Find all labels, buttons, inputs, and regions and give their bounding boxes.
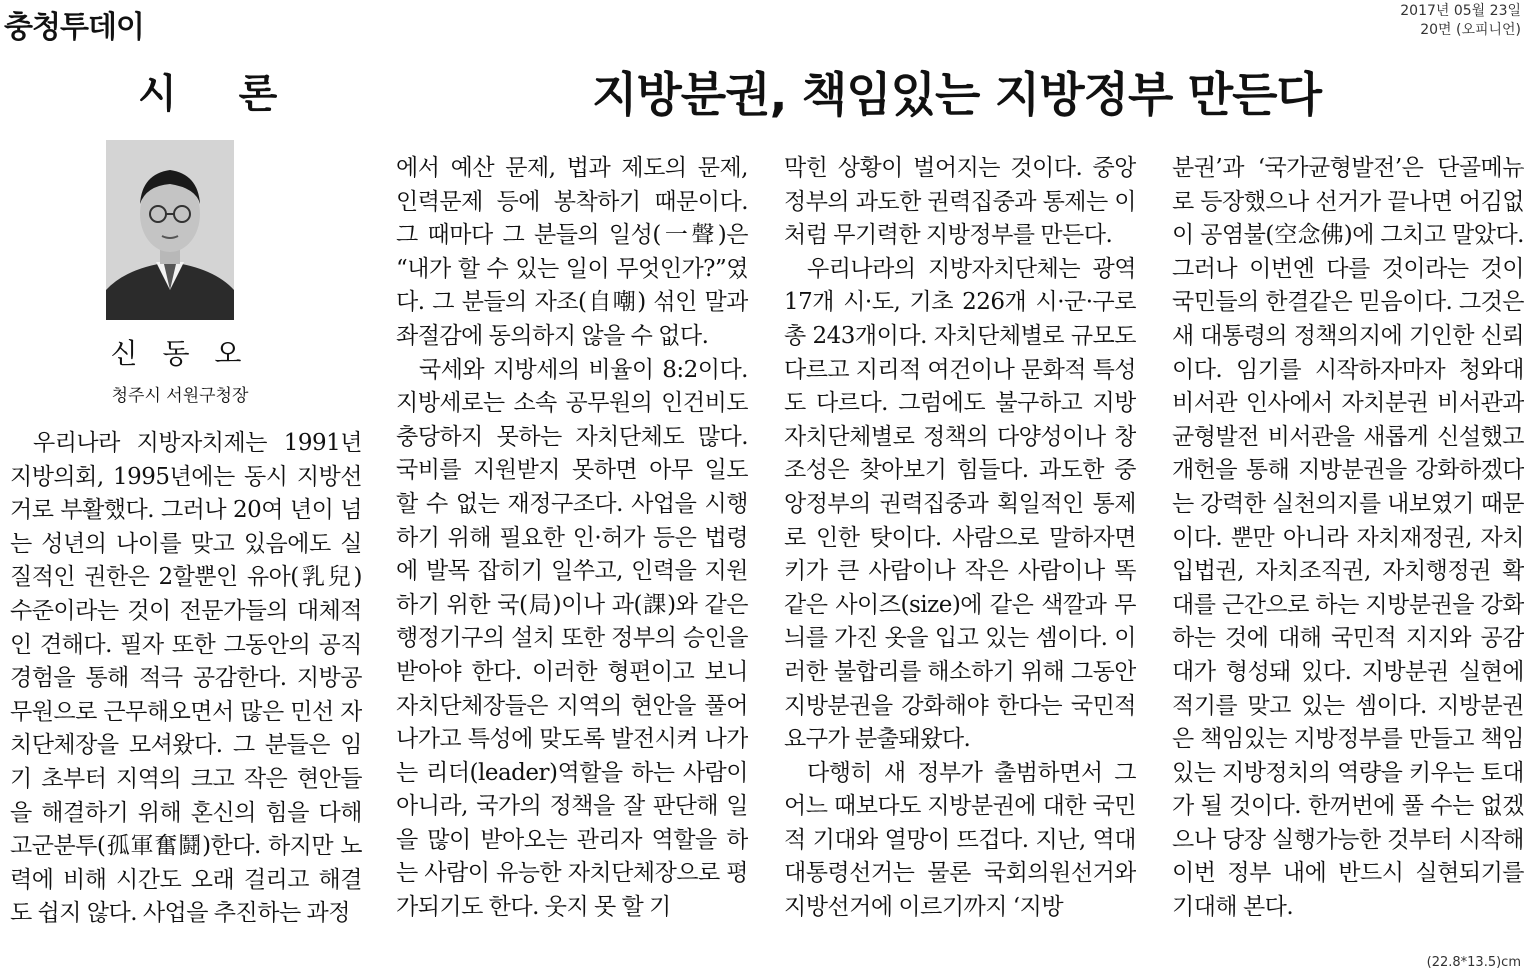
article-column-2 [396, 152, 748, 947]
article-column-4 [1172, 152, 1524, 947]
article-paragraph: 우리나라의 지방자치단체는 광역 17개 시·도, 기초 226개 시·군·구로 총 243개이다. 자치단체별로 규모도 다르고 지리적 여건이나 문화적 특성도 다르다. 그럼에도 불구하고 지방자치단체별로 정책의 다양성이나 창조성은 찾아보기 힘들다. 과도한 중앙정부의 권력집중과 획일적인 통제로 인한 탓이다. 사람으로 말하자면 키가 큰 사람이나 작은 사람이나 똑 같은 사이즈(size)에 같은 색깔과 무늬를 가진 옷을 입고 있는 셈이다. 이러한 불합리를 해소하기 위해 그동안 지방분권을 강화해야 한다는 국민적 요구가 분출돼왔다. [784, 255, 1136, 753]
article-paragraph: 국세와 지방세의 비율이 8:2이다. 지방세로는 소속 공무원의 인건비도 충당하지 못하는 자치단체도 많다. 국비를 지원받지 못하면 아무 일도 할 수 없는 재정구조다. 사업을 시행하기 위해 필요한 인·허가 등은 법령에 발목 잡히기 일쑤고, 인력을 지원하기 위한 국(局)이나 과(課)와 같은 행정기구의 설치 또한 정부의 승인을 받아야 한다. 이러한 형편이고 보니 자치단체장들은 지역의 현안을 풀어나가고 특성에 맞도록 발전시켜 나가는 리더(leader)역할을 하는 사람이 아니라, 국가의 정책을 잘 판단해 일을 많이 받아오는 관리자 역할을 하는 사람이 유능한 자치단체장으로 평가되기도 한다. 웃지 못 할 기 [396, 356, 748, 921]
article-size-note: (22.8*13.5)cm [1426, 955, 1521, 970]
article-paragraph: 막힌 상황이 벌어지는 것이다. 중앙정부의 과도한 권력집중과 통제는 이처럼 무기력한 지방정부를 만든다. [784, 155, 1136, 249]
article-paragraph: 에서 예산 문제, 법과 제도의 문제, 인력문제 등에 봉착하기 때문이다. 그 때마다 그 분들의 일성(一聲)은 “내가 할 수 있는 일이 무엇인가?”였다. 그 분들의 자조(自嘲) 섞인 말과 좌절감에 동의하지 않을 수 없다. [396, 155, 748, 349]
article-column-3 [784, 152, 1136, 947]
newspaper-logo: 충청투데이 [4, 10, 144, 45]
article-column-1 [10, 427, 362, 947]
author-photo [106, 140, 234, 320]
author-name: 신 동 오 [110, 337, 250, 370]
author-portrait-icon [106, 140, 234, 320]
publish-date: 2017년 05월 23일 [1400, 3, 1521, 19]
article-paragraph: 분권’과 ‘국가균형발전’은 단골메뉴로 등장했으나 선거가 끝나면 어김없이 공염불(空念佛)에 그치고 말았다. 그러나 이번엔 다를 것이라는 것이 국민들의 한결같은 믿음이다. 그것은 새 대통령의 정책의지에 기인한 신뢰이다. 임기를 시작하자마자 청와대 비서관 인사에서 자치분권 비서관과 균형발전 비서관을 새롭게 신설했고 개헌을 통해 지방분권을 강화하겠다는 강력한 실천의지를 내보였기 때문이다. 뿐만 아니라 자치재정권, 자치입법권, 자치조직권, 자치행정권 확대를 근간으로 하는 지방분권을 강화하는 것에 대해 국민적 지지와 공감대가 형성돼 있다. 지방분권 실현에 적기를 맞고 있는 셈이다. 지방분권은 책임있는 지방정부를 만들고 책임있는 지방정치의 역량을 키우는 토대가 될 것이다. 한꺼번에 풀 수는 없겠으나 당장 실행가능한 것부터 시작해 이번 정부 내에 반드시 실현되기를 기대해 본다. [1172, 155, 1524, 921]
page-section: 20면 (오피니언) [1420, 22, 1521, 38]
author-title: 청주시 서원구청장 [111, 386, 249, 406]
section-label: 시 론 [138, 71, 302, 117]
article-paragraph: 다행히 새 정부가 출범하면서 그 어느 때보다도 지방분권에 대한 국민적 기대와 열망이 뜨겁다. 지난, 역대 대통령선거는 물론 국회의원선거와 지방선거에 이르기까지 ‘지방 [784, 759, 1136, 921]
article-paragraph: 우리나라 지방자치제는 1991년 지방의회, 1995년에는 동시 지방선거로 부활했다. 그러나 20여 년이 넘는 성년의 나이를 맞고 있음에도 실질적인 권한은 2할뿐인 유아(乳兒) 수준이라는 것이 전문가들의 대체적인 견해다. 필자 또한 그동안의 공직경험을 통해 적극 공감한다. 지방공무원으로 근무해오면서 많은 민선 자치단체장을 모셔왔다. 그 분들은 임기 초부터 지역의 크고 작은 현안들을 해결하기 위해 혼신의 힘을 다해 고군분투(孤軍奮鬪)한다. 하지만 노력에 비해 시간도 오래 걸리고 해결도 쉽지 않다. 사업을 추진하는 과정 [10, 430, 362, 927]
article-headline: 지방분권, 책임있는 지방정부 만든다 [592, 68, 1321, 123]
dateline [1400, 2, 1521, 40]
